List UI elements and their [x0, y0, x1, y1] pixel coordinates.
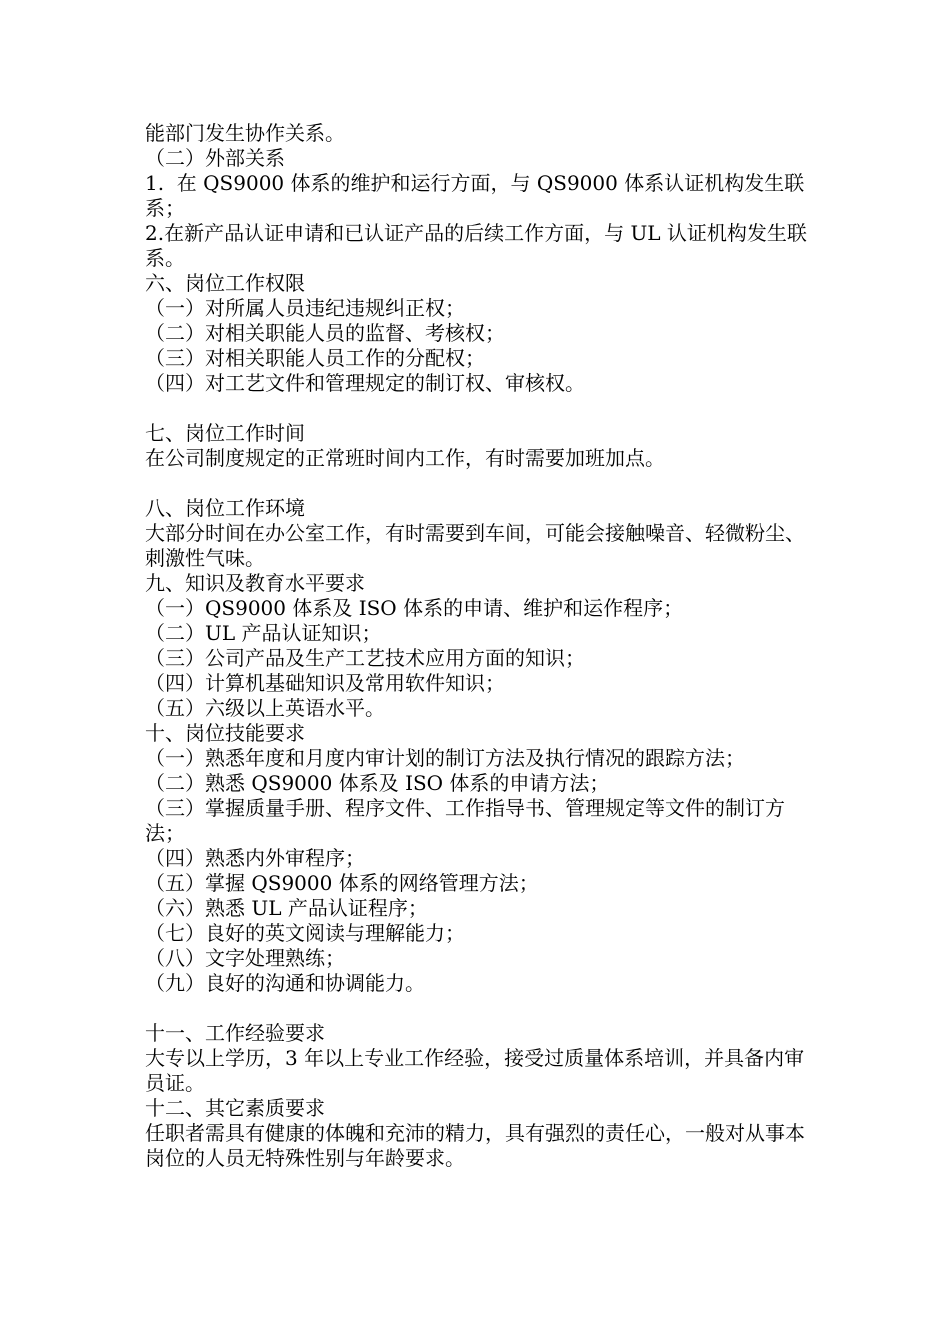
document-body: [145, 121, 810, 1171]
text-line: 能部门发生协作关系。: [145, 121, 345, 145]
blank-line: [145, 396, 810, 421]
section-heading: 七、岗位工作时间: [145, 421, 305, 445]
list-item: （八）文字处理熟练；: [145, 946, 345, 970]
section-heading: （二）外部关系: [145, 146, 285, 170]
section-heading: 十、岗位技能要求: [145, 721, 305, 745]
text-line: 2.在新产品认证申请和已认证产品的后续工作方面，与 UL 认证机构发生联系。: [145, 221, 807, 270]
list-item: （四）熟悉内外审程序；: [145, 846, 365, 870]
list-item: （九）良好的沟通和协调能力。: [145, 971, 425, 995]
list-item: （一）QS9000 体系及 ISO 体系的申请、维护和运作程序；: [145, 596, 684, 620]
list-item: （三）掌握质量手册、程序文件、工作指导书、管理规定等文件的制订方法；: [145, 796, 785, 845]
list-item: （二）UL 产品认证知识；: [145, 621, 382, 645]
list-item: （四）对工艺文件和管理规定的制订权、审核权。: [145, 371, 585, 395]
section-heading: 十一、工作经验要求: [145, 1021, 325, 1045]
list-item: （三）公司产品及生产工艺技术应用方面的知识；: [145, 646, 585, 670]
list-item: （六）熟悉 UL 产品认证程序；: [145, 896, 428, 920]
list-item: （四）计算机基础知识及常用软件知识；: [145, 671, 505, 695]
text-line: 大专以上学历，3 年以上专业工作经验，接受过质量体系培训，并具备内审员证。: [145, 1046, 805, 1095]
section-heading: 九、知识及教育水平要求: [145, 571, 365, 595]
text-line: 在公司制度规定的正常班时间内工作，有时需要加班加点。: [145, 446, 665, 470]
list-item: （七）良好的英文阅读与理解能力；: [145, 921, 465, 945]
blank-line: [145, 471, 810, 496]
list-item: （三）对相关职能人员工作的分配权；: [145, 346, 485, 370]
blank-line: [145, 996, 810, 1021]
list-item: （五）六级以上英语水平。: [145, 696, 385, 720]
list-item: （一）对所属人员违纪违规纠正权；: [145, 296, 465, 320]
text-line: 1. 在 QS9000 体系的维护和运行方面，与 QS9000 体系认证机构发生联系；: [145, 171, 805, 220]
section-heading: 六、岗位工作权限: [145, 271, 305, 295]
text-line: 大部分时间在办公室工作，有时需要到车间，可能会接触噪音、轻微粉尘、刺激性气味。: [145, 521, 805, 570]
section-heading: 八、岗位工作环境: [145, 496, 305, 520]
list-item: （一）熟悉年度和月度内审计划的制订方法及执行情况的跟踪方法；: [145, 746, 745, 770]
list-item: （二）熟悉 QS9000 体系及 ISO 体系的申请方法；: [145, 771, 610, 795]
list-item: （二）对相关职能人员的监督、考核权；: [145, 321, 505, 345]
text-line: 任职者需具有健康的体魄和充沛的精力，具有强烈的责任心，一般对从事本岗位的人员无特殊性别与年龄要求。: [145, 1121, 805, 1170]
section-heading: 十二、其它素质要求: [145, 1096, 325, 1120]
list-item: （五）掌握 QS9000 体系的网络管理方法；: [145, 871, 539, 895]
